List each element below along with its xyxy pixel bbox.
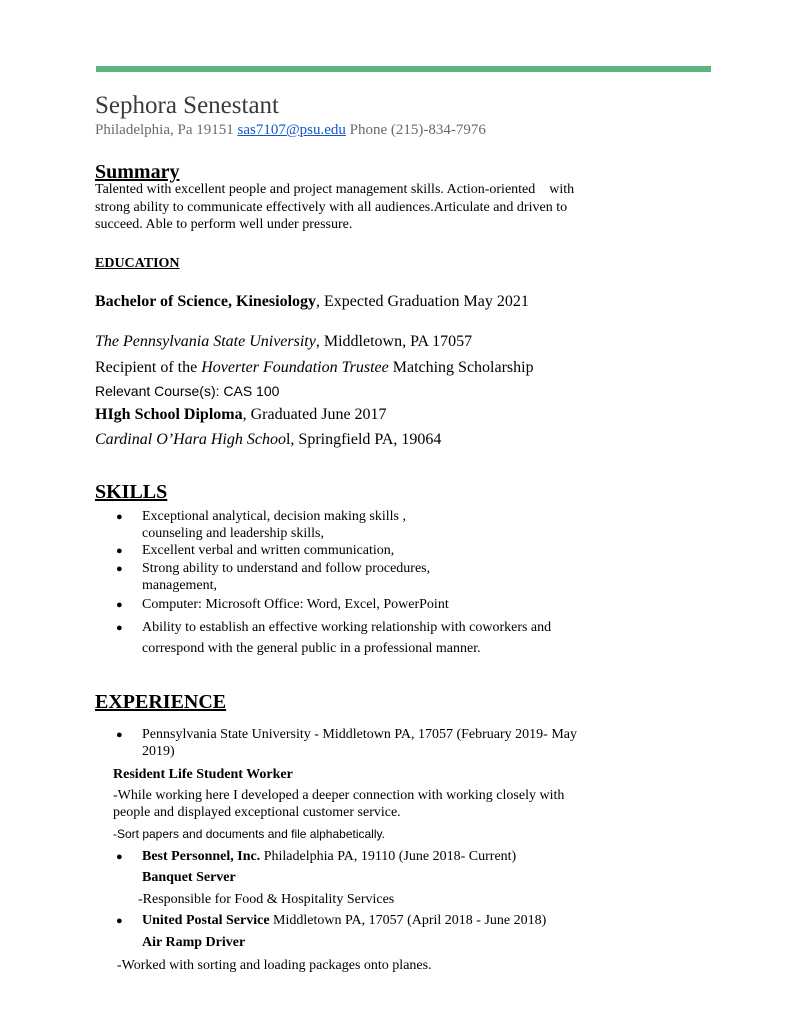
job-employer-line (142, 848, 516, 865)
bullet-icon: ● (116, 622, 123, 634)
summary-text (95, 181, 585, 234)
job-description: -While working here I developed a deeper connection with working closely with (113, 788, 565, 803)
diploma-name: HIgh School Diploma (95, 406, 243, 423)
degree-name: Bachelor of Science, Kinesiology (95, 293, 317, 310)
summary-line: strong ability to communicate effectively with all audiences.Articulate and driven to (95, 199, 568, 215)
job-description: -Sort papers and documents and file alphabetically. (113, 827, 385, 841)
university-name: The Pennsylvania State University (95, 333, 316, 350)
skill-item: Strong ability to understand and follow procedures, (142, 561, 431, 576)
scholarship-line (95, 358, 534, 378)
high-school-name: Cardinal O’Hara High Schoo (95, 431, 286, 448)
bullet-icon: ● (116, 545, 123, 557)
summary-line: Talented with excellent people and project management skills. Action-oriented with (95, 182, 575, 197)
bullet-icon: ● (116, 511, 123, 523)
summary-heading: Summary (95, 161, 180, 183)
job-description: -Responsible for Food & Hospitality Services (138, 892, 395, 907)
high-school-location: l, Springfield PA, 19064 (285, 431, 442, 448)
bullet-icon: ● (116, 599, 123, 611)
skill-item: Ability to establish an effective working relationship with coworkers and (142, 620, 552, 635)
skill-item-continuation: management, (142, 578, 218, 593)
employer-details: Middletown PA, 17057 (April 2018 - June 2018) (269, 913, 547, 928)
bullet-icon: ● (116, 915, 123, 927)
employer-name: United Postal Service (142, 913, 270, 928)
job-employer-line-continuation: 2019) (142, 744, 175, 759)
skill-label: Computer: (142, 597, 202, 612)
job-title: Air Ramp Driver (142, 935, 246, 950)
candidate-name: Sephora Senestant (95, 92, 279, 119)
summary-line: succeed. Able to perform well under pressure. (95, 217, 353, 232)
skill-item: Exceptional analytical, decision making skills , (142, 509, 406, 524)
skill-item-continuation: correspond with the general public in a professional manner. (142, 641, 481, 656)
job-employer-line: Pennsylvania State University - Middletown PA, 17057 (February 2019- May (142, 727, 577, 742)
job-title: Banquet Server (142, 870, 236, 885)
contact-line (95, 121, 486, 139)
degree-line (95, 292, 529, 312)
diploma-line (95, 405, 387, 425)
job-description: -Worked with sorting and loading packages onto planes. (117, 958, 432, 973)
bullet-icon: ● (116, 729, 123, 741)
header-accent-bar (96, 66, 711, 72)
job-employer-line (142, 912, 546, 929)
employer-details: Philadelphia PA, 19110 (June 2018- Current) (260, 849, 517, 864)
education-heading: EDUCATION (95, 256, 180, 271)
diploma-details: , Graduated June 2017 (242, 406, 387, 423)
skill-item (142, 596, 449, 613)
job-description-continuation: people and displayed exceptional customer service. (113, 805, 401, 820)
degree-details: , Expected Graduation May 2021 (316, 293, 529, 310)
high-school-line (95, 430, 441, 450)
scholarship-suffix: Matching Scholarship (388, 359, 534, 376)
scholarship-prefix: Recipient of the (95, 359, 202, 376)
skills-heading: SKILLS (95, 481, 168, 503)
employer-name: Best Personnel, Inc. (142, 849, 261, 864)
skill-item: Excellent verbal and written communication, (142, 543, 395, 558)
phone: Phone (215)-834-7976 (349, 122, 486, 138)
relevant-courses: Relevant Course(s): CAS 100 (95, 383, 280, 399)
bullet-icon: ● (116, 563, 123, 575)
skill-item-continuation: counseling and leadership skills, (142, 526, 324, 541)
university-line (95, 332, 472, 352)
address: Philadelphia, Pa 19151 (95, 122, 234, 138)
experience-heading: EXPERIENCE (95, 691, 227, 713)
skill-detail: Microsoft Office: Word, Excel, PowerPoint (201, 597, 449, 612)
bullet-icon: ● (116, 851, 123, 863)
scholarship-name: Hoverter Foundation Trustee (201, 359, 389, 376)
job-title: Resident Life Student Worker (113, 767, 293, 782)
university-location: , Middletown, PA 17057 (315, 333, 473, 350)
email-link[interactable]: sas7107@psu.edu (237, 122, 346, 138)
